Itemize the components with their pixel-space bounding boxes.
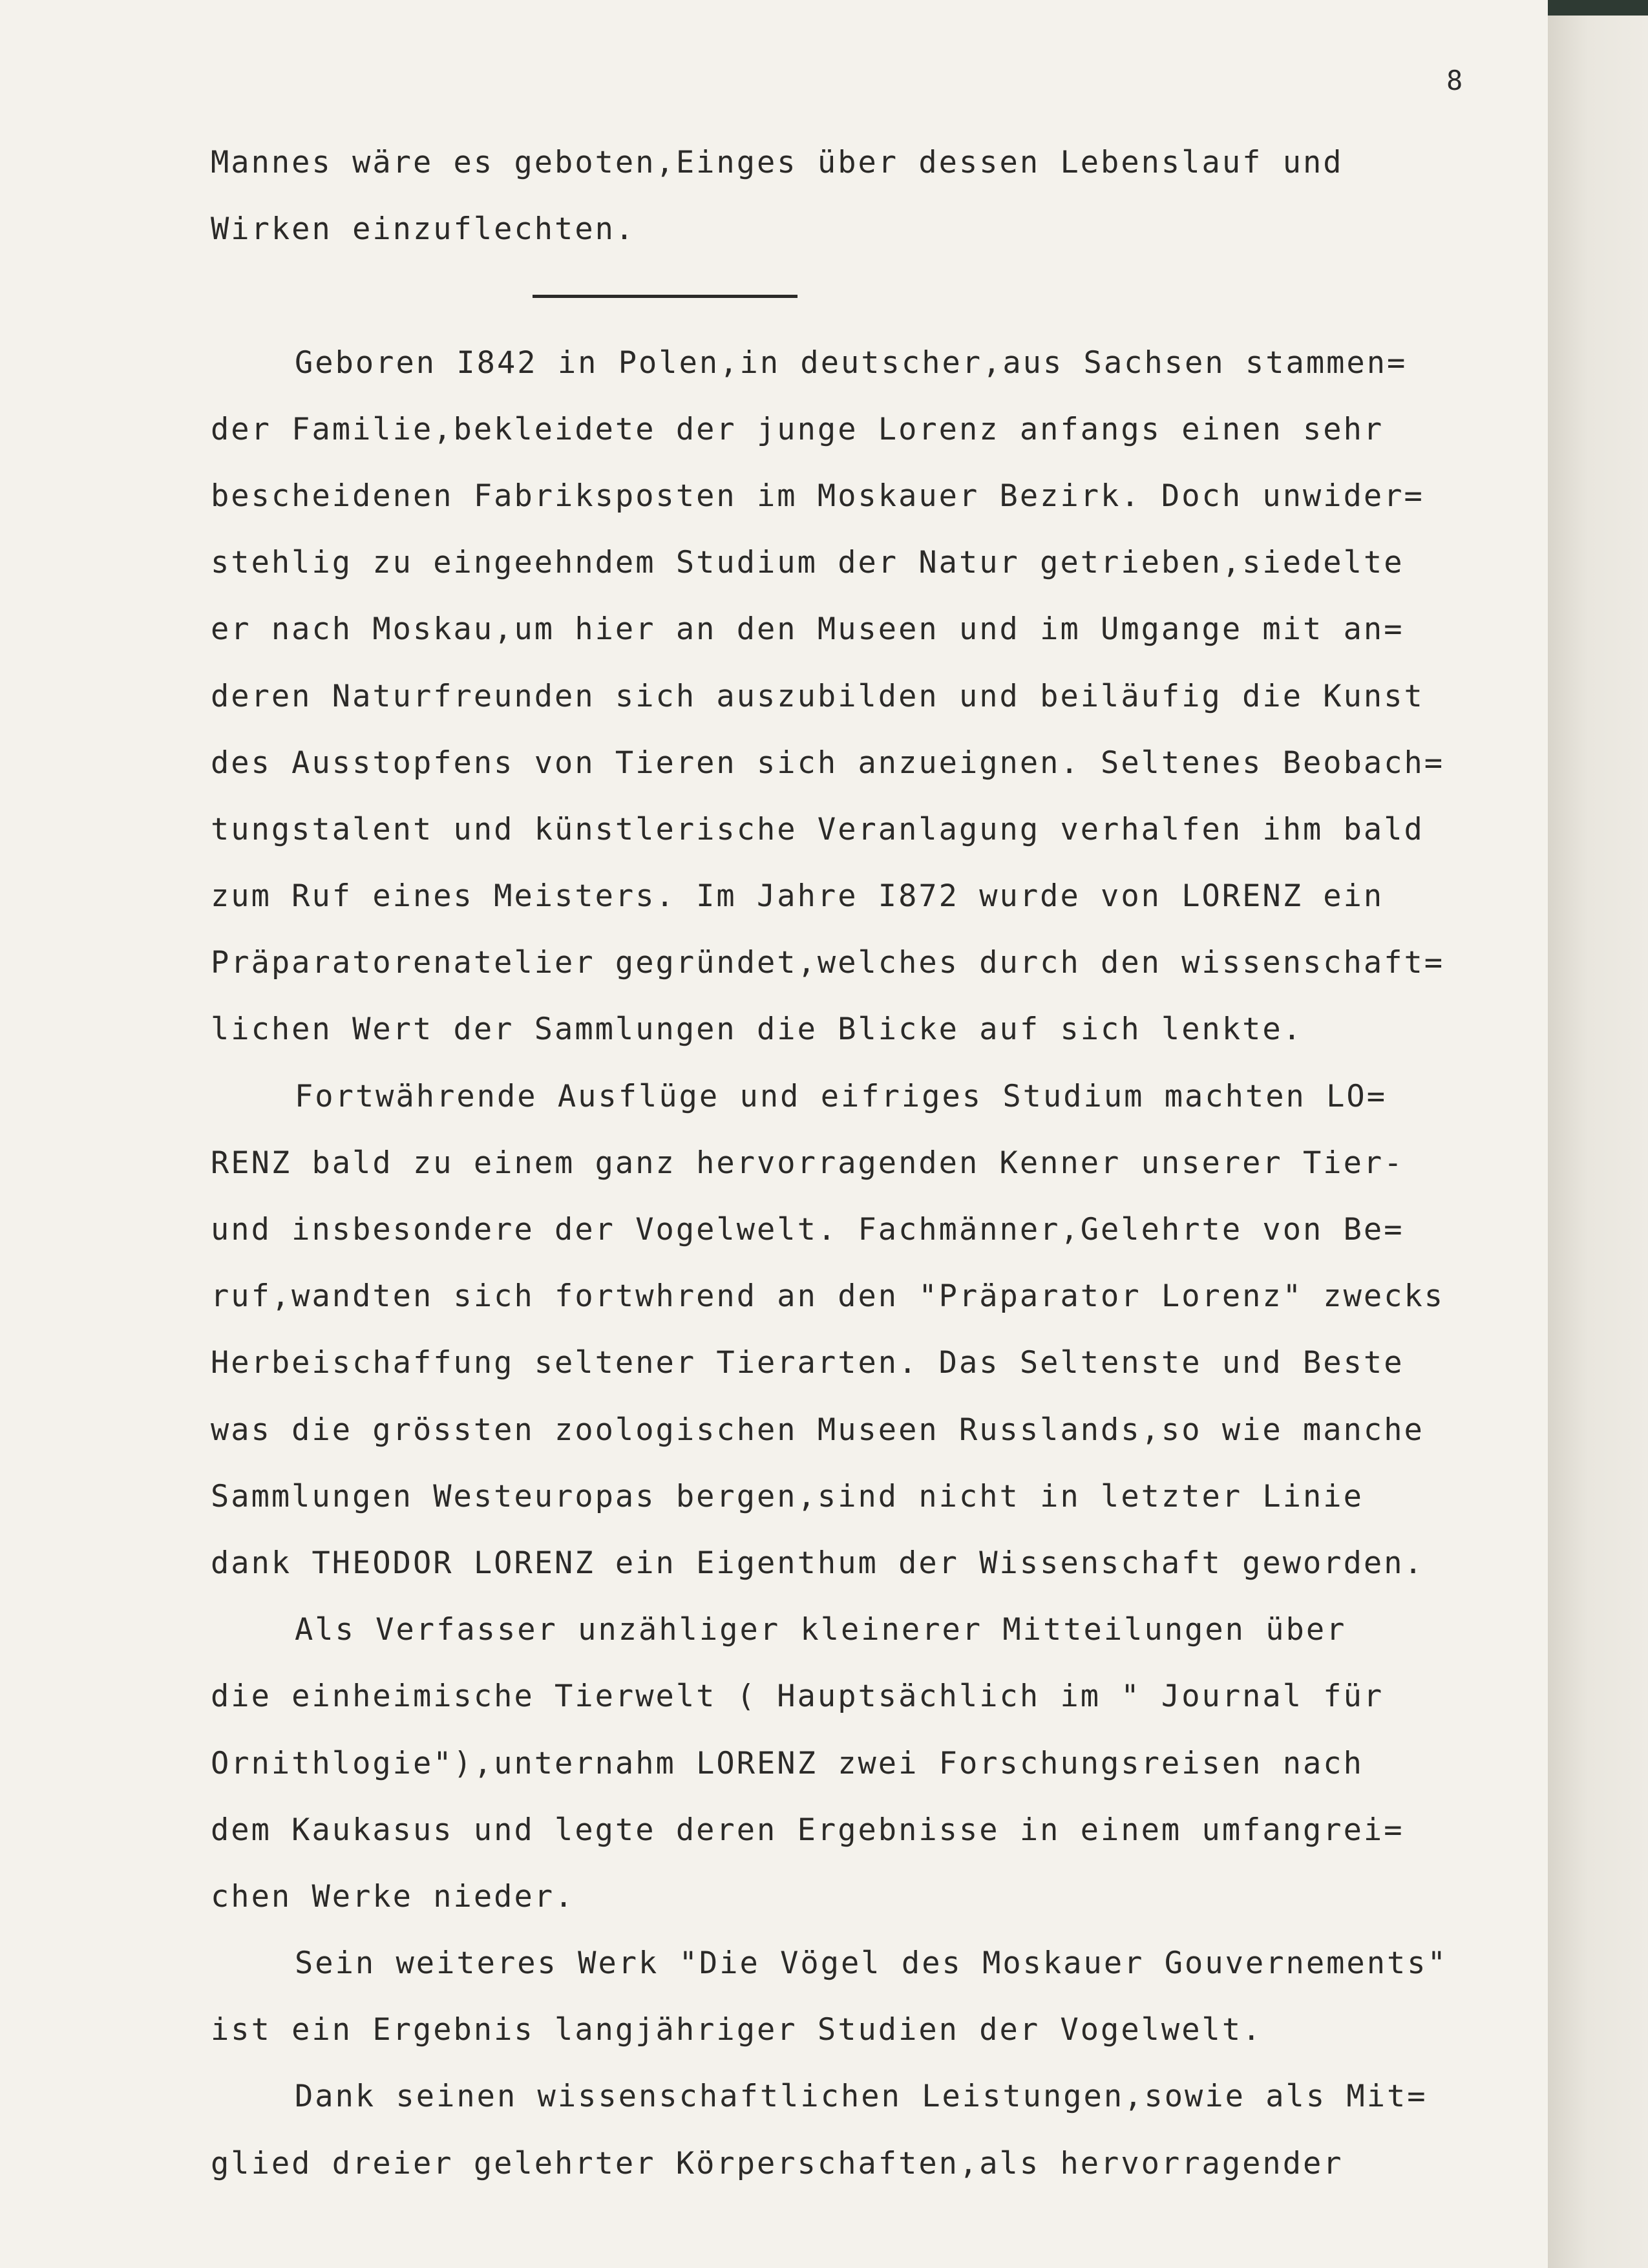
text-line: Wirken einzuflechten. xyxy=(211,211,636,248)
text-line: zum Ruf eines Meisters. Im Jahre I872 wurde von LORENZ ein xyxy=(211,878,1384,915)
text-line: er nach Moskau,um hier an den Museen und im Umgange mit an= xyxy=(211,611,1404,648)
text-line: lichen Wert der Sammlungen die Blicke auf sich lenkte. xyxy=(211,1012,1304,1048)
text-line: ist ein Ergebnis langjähriger Studien der Vogelwelt. xyxy=(211,2012,1263,2048)
text-line: der Familie,bekleidete der junge Lorenz anfangs einen sehr xyxy=(211,411,1384,447)
text-line: ruf,wandten sich fortwhrend an den "Präparator Lorenz" zwecks xyxy=(211,1278,1445,1315)
text-line: Geboren I842 in Polen,in deutscher,aus Sachsen stammen= xyxy=(295,344,1408,381)
page-edge xyxy=(1548,0,1648,2268)
text-line: Ornithlogie"),unternahm LORENZ zwei Forschungsreisen nach xyxy=(211,1745,1364,1781)
text-line: stehlig zu eingeehndem Studium der Natur getrieben,siedelte xyxy=(211,545,1404,581)
section-divider xyxy=(211,262,1516,329)
text-line: chen Werke nieder. xyxy=(211,1878,575,1914)
text-line: Dank seinen wissenschaftlichen Leistungen,sowie als Mit= xyxy=(295,2079,1428,2115)
text-line: tungstalent und künstlerische Veranlagung verhalfen ihm bald xyxy=(211,811,1424,847)
text-line: RENZ bald zu einem ganz hervorragenden Kenner unserer Tier- xyxy=(211,1145,1404,1181)
text-line: Sammlungen Westeuropas bergen,sind nicht in letzter Linie xyxy=(211,1478,1364,1514)
text-line: deren Naturfreunden sich auszubilden und beiläufig die Kunst xyxy=(211,678,1424,714)
text-line: Mannes wäre es geboten,Einges über dessen Lebenslauf und xyxy=(211,145,1344,180)
text-line: glied dreier gelehrter Körperschaften,als hervorragender xyxy=(211,2145,1344,2181)
text-line: was die grössten zoologischen Museen Russlands,so wie manche xyxy=(211,1412,1424,1448)
text-line: dank THEODOR LORENZ ein Eigenthum der Wissenschaft geworden. xyxy=(211,1545,1424,1581)
text-line: dem Kaukasus und legte deren Ergebnisse in einem umfangrei= xyxy=(211,1812,1404,1848)
text-line: bescheidenen Fabriksposten im Moskauer Bezirk. Doch unwider= xyxy=(211,478,1424,514)
text-line: Sein weiteres Werk "Die Vögel des Moskauer Gouvernements" xyxy=(295,1945,1448,1982)
text-line: die einheimische Tierwelt ( Hauptsächlich im " Journal für xyxy=(211,1679,1384,1715)
text-line: des Ausstopfens von Tieren sich anzueignen. Seltenes Beobach= xyxy=(211,745,1445,781)
body-text xyxy=(211,129,1516,2197)
page-number: 8 xyxy=(1446,65,1463,96)
binding-strip xyxy=(1548,0,1648,16)
text-line: Präparatorenatelier gegründet,welches durch den wissenschaft= xyxy=(211,945,1445,981)
text-line: Fortwährende Ausflüge und eifriges Studium machten LO= xyxy=(295,1078,1388,1114)
text-line: Herbeischaffung seltener Tierarten. Das Seltenste und Beste xyxy=(211,1345,1404,1381)
text-line: und insbesondere der Vogelwelt. Fachmänner,Gelehrte von Be= xyxy=(211,1212,1404,1247)
text-line: Als Verfasser unzähliger kleinerer Mitteilungen über xyxy=(295,1612,1347,1648)
